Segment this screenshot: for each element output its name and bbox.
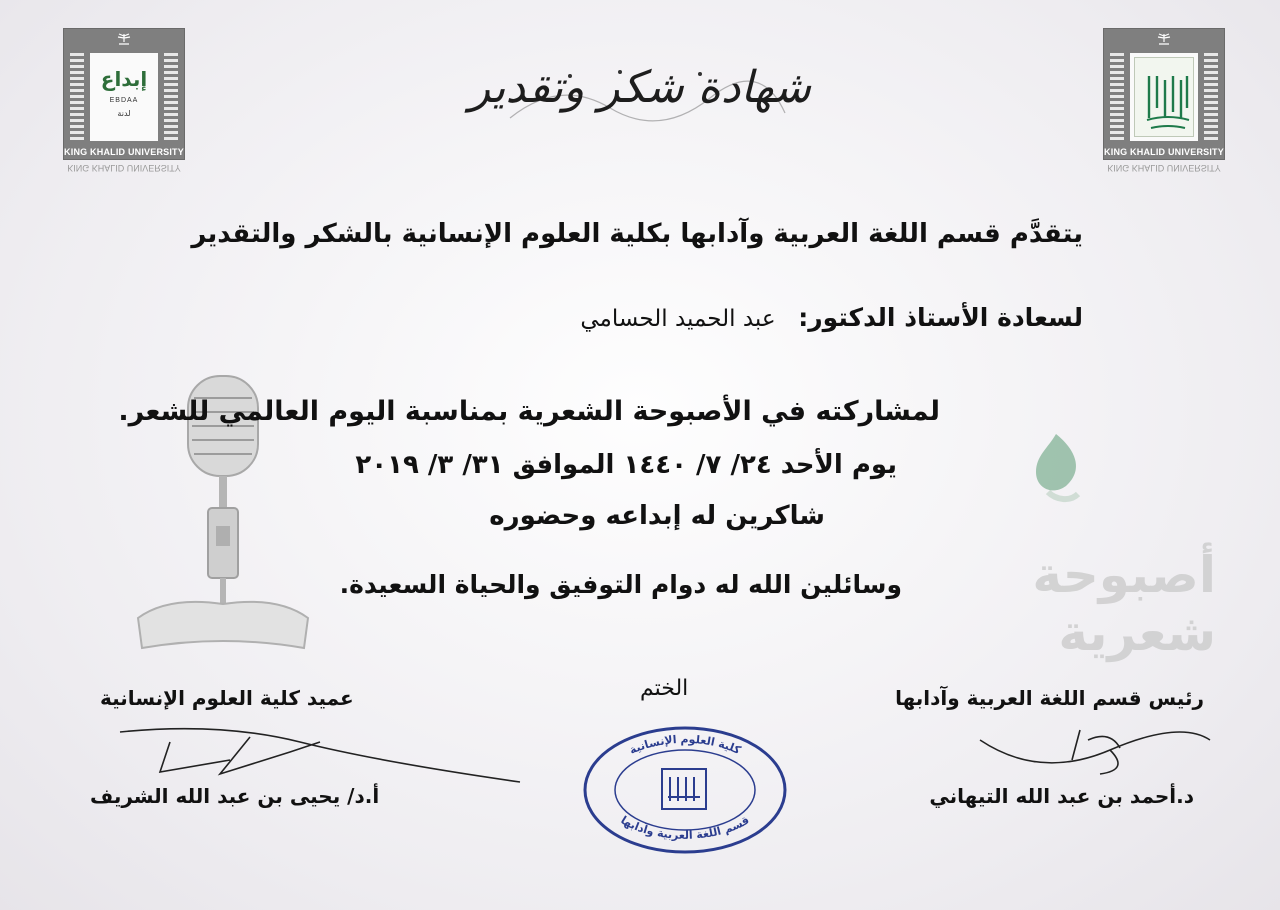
dean-title: عميد كلية العلوم الإنسانية <box>100 686 354 710</box>
watermark-text: أصبوحة شعرية <box>1032 546 1216 662</box>
pattern-strip <box>1110 53 1124 143</box>
palm-emblem-icon <box>1156 33 1172 47</box>
intro-line: يتقدَّم قسم اللغة العربية وآدابها بكلية العلوم الإنسانية بالشكر والتقدير <box>191 219 1083 249</box>
palm-emblem-icon <box>116 33 132 47</box>
stamp-label: الختم <box>640 676 689 701</box>
ebdaa-brand-sub: لدنة <box>117 109 131 118</box>
head-name: د.أحمد بن عبد الله التيهاني <box>929 784 1194 808</box>
pattern-strip <box>70 53 84 143</box>
dean-name: أ.د/ يحيى بن عبد الله الشريف <box>90 784 380 808</box>
recipient-name: عبد الحميد الحسامي <box>580 306 776 332</box>
ebdaa-logo <box>63 28 185 173</box>
certificate-title: شهادة شكر وتقدير <box>469 62 811 113</box>
watermark-leaf-icon <box>1026 430 1086 510</box>
date-line: يوم الأحد ٢٤/ ٧/ ١٤٤٠ الموافق ٣١/ ٣/ ٢٠١٩ <box>355 450 897 480</box>
head-title: رئيس قسم اللغة العربية وآدابها <box>895 686 1204 710</box>
stamp-top-text: كلية العلوم الإنسانية <box>627 732 743 757</box>
kku-logo <box>1103 28 1225 173</box>
logo-caption: KING KHALID UNIVERSITY <box>1104 147 1224 157</box>
recipient-label: لسعادة الأستاذ الدكتور: <box>798 303 1083 332</box>
svg-text:كلية العلوم الإنسانية <box>627 733 743 757</box>
ebdaa-brand-en: EBDAA <box>109 97 139 104</box>
logo-panel <box>90 53 158 141</box>
pattern-strip <box>1204 53 1218 143</box>
logo-caption-reflection: KING KHALID UNIVERSITY <box>1107 163 1221 173</box>
svg-text:قسم اللغة العربية وآدابها <box>618 813 751 841</box>
logo-caption: KING KHALID UNIVERSITY <box>64 147 184 157</box>
logo-frame <box>1134 57 1194 137</box>
pattern-strip <box>164 53 178 143</box>
department-stamp <box>582 725 788 855</box>
logo-caption-reflection: KING KHALID UNIVERSITY <box>67 163 181 173</box>
ebdaa-brand: إبداع <box>100 67 148 91</box>
stamp-bottom-text: قسم اللغة العربية وآدابها <box>618 813 752 842</box>
recipient-line <box>580 303 1083 332</box>
occasion-line: لمشاركته في الأصبوحة الشعرية بمناسبة اليوم العالمي للشعر. <box>118 396 940 427</box>
logo-panel <box>1130 53 1198 141</box>
wishes-line: وسائلين الله له دوام التوفيق والحياة السعيدة. <box>339 570 902 599</box>
thanks-line: شاكرين له إبداعه وحضوره <box>489 501 825 531</box>
kku-calligraphy-icon <box>1143 68 1193 136</box>
